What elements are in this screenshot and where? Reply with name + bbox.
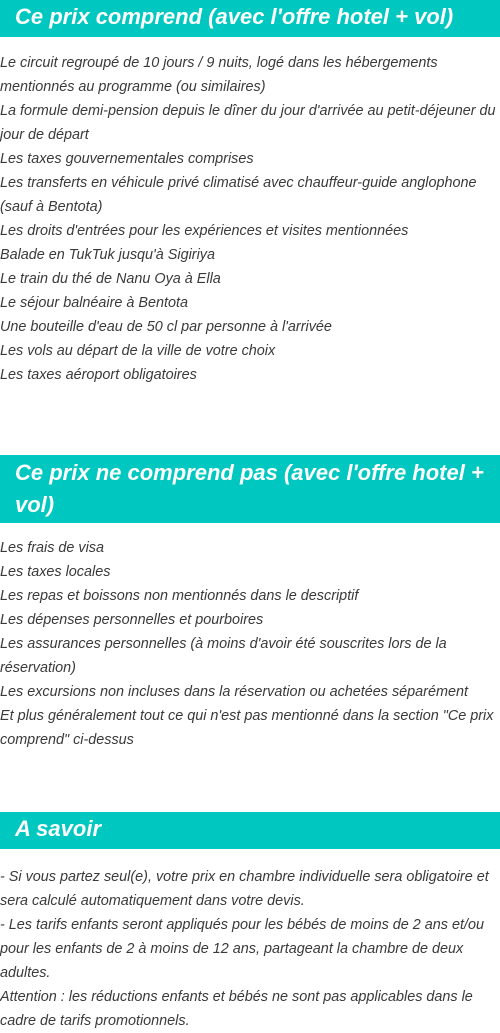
good-to-know-text bbox=[0, 849, 500, 1033]
excludes-list bbox=[0, 523, 500, 804]
section-price-excludes bbox=[0, 455, 500, 804]
list-item: Les frais de visa bbox=[0, 540, 104, 556]
list-item: Les vols au départ de la ville de votre choix bbox=[0, 343, 276, 359]
list-item: Une bouteille d'eau de 50 cl par personne à l'arrivée bbox=[0, 319, 332, 335]
section-good-to-know bbox=[0, 812, 500, 1033]
section-title-excludes: Ce prix ne comprend pas (avec l'offre hotel + vol) bbox=[0, 455, 500, 523]
list-item: Le train du thé de Nanu Oya à Ella bbox=[0, 271, 221, 287]
list-item: Balade en TukTuk jusqu'à Sigiriya bbox=[0, 247, 215, 263]
section-title-good-to-know: A savoir bbox=[0, 812, 500, 849]
includes-list bbox=[0, 37, 500, 406]
list-item: La formule demi-pension depuis le dîner du jour d'arrivée au petit-déjeuner du jour de départ bbox=[0, 103, 496, 143]
list-item: Le séjour balnéaire à Bentota bbox=[0, 295, 189, 311]
paragraph: - Si vous partez seul(e), votre prix en chambre individuelle sera obligatoire et sera calculé automatiquement dans votre devis. bbox=[0, 869, 489, 909]
list-item: Et plus généralement tout ce qui n'est pas mentionné dans la section "Ce prix comprend" ci-dessus bbox=[0, 708, 494, 748]
paragraph: - Les tarifs enfants seront appliqués pour les bébés de moins de 2 ans et/ou pour les enfants de 2 à moins de 12 ans, partageant la chambre de deux adultes. bbox=[0, 917, 484, 981]
list-item: Les taxes gouvernementales comprises bbox=[0, 151, 254, 167]
list-item: Les droits d'entrées pour les expériences et visites mentionnées bbox=[0, 223, 409, 239]
list-item: Les assurances personnelles (à moins d'avoir été souscrites lors de la réservation) bbox=[0, 636, 447, 676]
list-item: Les transferts en véhicule privé climatisé avec chauffeur-guide anglophone (sauf à Bentota) bbox=[0, 175, 477, 215]
paragraph: Attention : les réductions enfants et bébés ne sont pas applicables dans le cadre de tarifs promotionnels. bbox=[0, 989, 473, 1029]
list-item: Les dépenses personnelles et pourboires bbox=[0, 612, 264, 628]
list-item: Les repas et boissons non mentionnés dans le descriptif bbox=[0, 588, 359, 604]
list-item: Les taxes locales bbox=[0, 564, 111, 580]
list-item: Le circuit regroupé de 10 jours / 9 nuits, logé dans les hébergements mentionnés au programme (ou similaires) bbox=[0, 55, 438, 95]
section-title-includes: Ce prix comprend (avec l'offre hotel + vol) bbox=[0, 0, 500, 37]
section-price-includes bbox=[0, 0, 500, 406]
list-item: Les excursions non incluses dans la réservation ou achetées séparément bbox=[0, 684, 468, 700]
list-item: Les taxes aéroport obligatoires bbox=[0, 367, 197, 383]
